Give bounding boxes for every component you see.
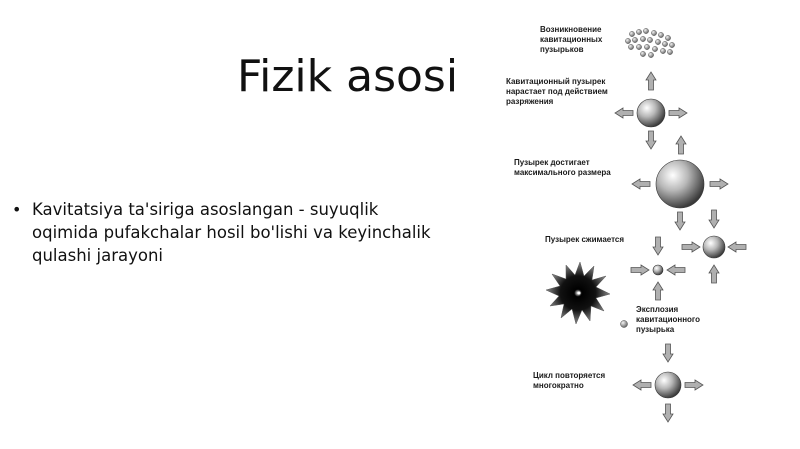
label-line: кавитационных: [540, 35, 603, 44]
label-line: кавитационного: [636, 315, 701, 324]
max-bubble-icon: [656, 160, 704, 208]
arrow-up-icon: [646, 72, 656, 90]
compressing-bubble-icon: [703, 236, 725, 258]
slide-title: Fizik asosi: [237, 51, 459, 103]
arrow-up-icon: [709, 265, 719, 283]
arrow-down-icon: [663, 344, 673, 362]
tiny-bubble-icon: [621, 321, 628, 328]
arrow-left-icon: [615, 108, 633, 118]
arrow-right-icon: [710, 179, 728, 189]
arrow-down-icon: [646, 131, 656, 149]
label-line: многократно: [533, 381, 584, 390]
arrow-up-icon: [676, 136, 686, 154]
repeat-bubble-icon: [655, 372, 681, 398]
growing-bubble-icon: [637, 99, 665, 127]
label-line: Кавитационный пузырек: [506, 77, 606, 86]
arrow-right-icon: [682, 242, 700, 252]
arrow-right-icon: [685, 380, 703, 390]
stage-label-formation: [540, 25, 605, 54]
bullet-dot-icon: •: [12, 200, 22, 219]
arrow-left-icon: [632, 179, 650, 189]
label-line: Цикл повторяется: [533, 371, 606, 380]
bullet-item: [10, 198, 440, 267]
arrow-left-icon: [667, 265, 685, 275]
label-line: Эксплозия: [636, 305, 679, 314]
stage-label-growth: [506, 77, 610, 106]
small-compressing-bubble-icon: [653, 265, 663, 275]
arrow-down-icon: [663, 404, 673, 422]
bullet-list: [10, 198, 440, 267]
label-line: Возникновение: [540, 25, 602, 34]
label-line: Пузырек достигает: [514, 158, 590, 167]
bubble-cluster-icon: [625, 28, 674, 57]
bullet-text: Kavitatsiya ta'siriga asoslangan - suyuqlik oqimida pufakchalar hosil bo'lishi va keyinchalik qulashi jarayoni: [32, 200, 431, 265]
cavitation-diagram: [500, 0, 800, 449]
arrow-left-icon: [728, 242, 746, 252]
arrow-up-icon: [653, 282, 663, 300]
stage-label-explosion: [636, 305, 702, 334]
arrow-left-icon: [633, 380, 651, 390]
label-line: пузырьков: [540, 45, 584, 54]
arrow-down-icon: [675, 212, 685, 230]
label-line: пузырька: [636, 325, 675, 334]
stage-label-repeat: [533, 371, 607, 390]
label-line: максимального размера: [514, 168, 611, 177]
stage-label-compression: [545, 235, 624, 244]
label-line: Пузырек сжимается: [545, 235, 625, 244]
label-line: разряжения: [506, 97, 554, 106]
arrow-right-icon: [631, 265, 649, 275]
explosion-center-icon: [578, 292, 581, 295]
arrow-down-icon: [709, 210, 719, 228]
label-line: нарастает под действием: [506, 87, 608, 96]
stage-label-max-size: [514, 158, 611, 177]
arrow-down-icon: [653, 237, 663, 255]
arrow-right-icon: [669, 108, 687, 118]
